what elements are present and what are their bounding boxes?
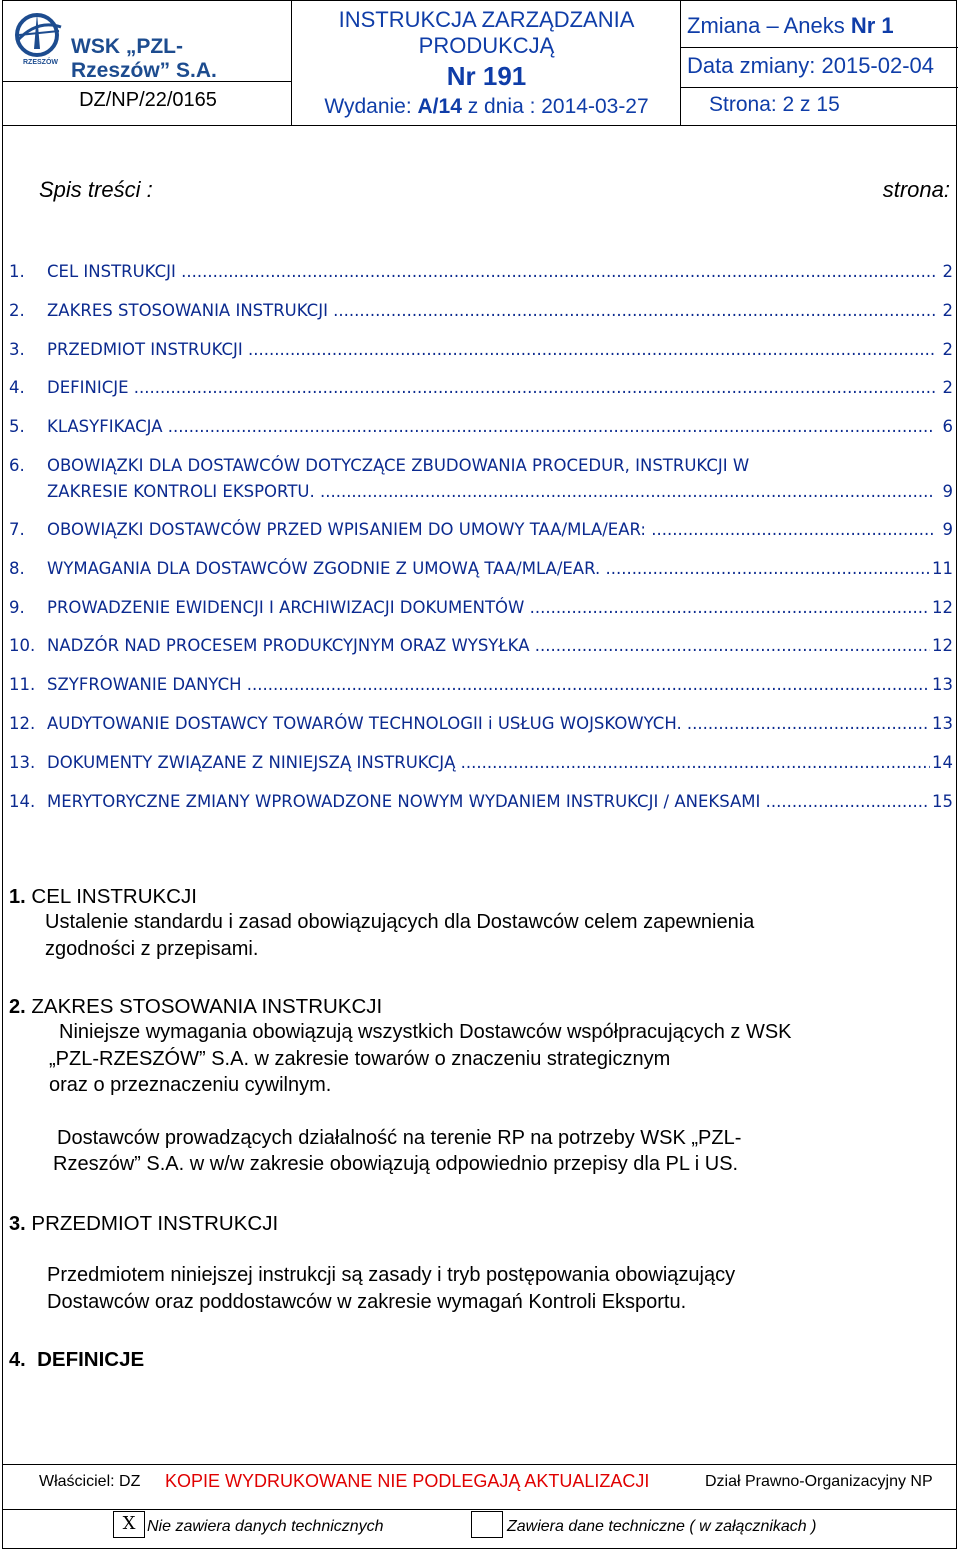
toc-item[interactable] (9, 630, 959, 669)
toc-item-number: 14. (9, 791, 36, 811)
footer-warning: KOPIE WYDRUKOWANE NIE PODLEGAJĄ AKTUALIZACJI (165, 1471, 650, 1491)
technical-data-label: Zawiera dane techniczne ( w załącznikach ) (507, 1518, 817, 1535)
toc-item-title: ZAKRES STOSOWANIA INSTRUKCJI ..... (47, 295, 935, 326)
section-title: ZAKRES STOSOWANIA INSTRUKCJI (31, 995, 383, 1018)
change-label: Zmiana – Aneks (687, 13, 851, 38)
company-logo (9, 9, 279, 82)
document-header (3, 1, 956, 126)
toc-item-page: 2 (941, 334, 954, 365)
no-technical-data-label: Nie zawiera danych technicznych (147, 1518, 384, 1535)
toc-item-page: 2 (941, 372, 954, 403)
section-heading (9, 1348, 939, 1372)
toc-item[interactable] (9, 514, 959, 553)
section-paragraph (49, 1019, 939, 1099)
toc-item-page: 9 (941, 476, 954, 507)
paragraph-line: Niniejsze wymagania obowiązują wszystkich Dostawców współpracujących z WSK (59, 1021, 792, 1043)
toc-item-number: 4. (9, 378, 25, 398)
section-4 (9, 1348, 939, 1372)
section-heading (9, 885, 939, 909)
change-date: Data zmiany: 2015-02-04 (687, 53, 935, 78)
document-page (2, 0, 957, 1549)
section-paragraph (47, 1262, 939, 1315)
toc-item-title: OBOWIĄZKI DOSTAWCÓW PRZED WPISANIEM DO UMOWY TAA/MLA/EAR: ..... (47, 514, 935, 545)
paragraph-line: oraz o przeznaczeniu cywilnym. (49, 1074, 332, 1096)
toc-item[interactable] (9, 411, 959, 450)
toc-item-number: 11. (9, 675, 36, 695)
toc-item-number: 8. (9, 558, 25, 578)
section-number: 3. (9, 1213, 26, 1235)
edition-info (293, 95, 680, 119)
toc-item[interactable] (9, 553, 959, 592)
toc-item-number: 9. (9, 597, 25, 617)
section-paragraph (53, 1125, 939, 1178)
toc-item-number: 7. (9, 519, 25, 539)
section-title: PRZEDMIOT INSTRUKCJI (31, 1212, 279, 1235)
toc-item-number: 13. (9, 752, 36, 772)
toc-item-number: 3. (9, 339, 25, 359)
toc-item-number: 6. (9, 455, 25, 475)
toc-item-page: 2 (941, 256, 954, 287)
toc-item[interactable] (9, 334, 959, 373)
toc-item-title: DOKUMENTY ZWIĄZANE Z NINIEJSZĄ INSTRUKCJĄ ..... (47, 747, 935, 778)
paragraph-line: „PZL-RZESZÓW” S.A. w zakresie towarów o znaczeniu strategicznym (49, 1047, 671, 1070)
section-heading (9, 1212, 939, 1236)
toc-item-number: 1. (9, 262, 25, 281)
edition-code: A/14 (417, 95, 462, 118)
toc-item-page: 13 (930, 708, 953, 739)
document-title (293, 7, 680, 59)
toc-item-title: DEFINICJE ..... (47, 372, 935, 403)
toc-item-title: MERYTORYCZNE ZMIANY WPROWADZONE NOWYM WYDANIEM INSTRUKCJI / ANEKSAMI ..... (47, 786, 935, 817)
paragraph-line: Dostawców prowadzących działalność na terenie RP na potrzeby WSK „PZL- (57, 1126, 742, 1149)
toc-item-page: 2 (941, 295, 954, 326)
toc-heading: Spis treści : (39, 177, 153, 202)
toc-item[interactable] (9, 256, 959, 295)
toc-item[interactable] (9, 295, 959, 334)
edition-prefix: Wydanie: (324, 95, 418, 118)
toc-item-title: KLASYFIKACJA ..... (47, 411, 935, 442)
toc-page-heading: strona: (882, 177, 950, 202)
title-line-2: PRODUKCJĄ (418, 33, 555, 58)
footer-checkbox-row (3, 1509, 956, 1548)
toc-item-title: WYMAGANIA DLA DOSTAWCÓW ZGODNIE Z UMOWĄ TAA/MLA/EAR. ..... (47, 553, 935, 584)
section-number: 4. (9, 1349, 26, 1371)
toc-item[interactable] (9, 450, 959, 514)
document-title-number: Nr 191 (446, 61, 527, 91)
footer-row (3, 1464, 956, 1491)
title-line-1: INSTRUKCJA ZARZĄDZANIA (338, 7, 635, 32)
section-number: 1. (9, 886, 26, 908)
toc-item-number: 12. (9, 713, 36, 733)
paragraph-line: Rzeszów” S.A. w w/w zakresie obowiązują odpowiednio przepisy dla PL i US. (53, 1153, 739, 1175)
toc-item-page: 6 (941, 411, 954, 442)
toc-heading-row (39, 177, 950, 203)
table-of-contents (9, 256, 959, 824)
toc-item[interactable] (9, 708, 959, 747)
page-number: Strona: 2 z 15 (709, 93, 840, 116)
toc-item-title: CEL INSTRUKCJI ..... (47, 256, 935, 287)
document-number: DZ/NP/22/0165 (79, 89, 217, 111)
toc-item-page: 13 (930, 669, 953, 700)
change-info (683, 13, 960, 39)
no-technical-data-checkbox[interactable]: X (113, 1511, 145, 1538)
logo-text: WSK „PZL-Rzeszów” S.A. (71, 35, 217, 82)
toc-item-title: AUDYTOWANIE DOSTAWCY TOWARÓW TECHNOLOGII i USŁUG WOJSKOWYCH. ..... (47, 708, 935, 739)
toc-item[interactable] (9, 669, 959, 708)
paragraph-line: Ustalenie standardu i zasad obowiązujących dla Dostawców celem zapewnienia (45, 911, 755, 933)
paragraph-line: zgodności z przepisami. (45, 937, 259, 960)
section-paragraph (45, 909, 939, 962)
toc-item-page: 15 (930, 786, 953, 817)
toc-item[interactable] (9, 372, 959, 411)
logo-subtext: RZESZÓW (23, 59, 58, 66)
toc-item-title: NADZÓR NAD PROCESEM PRODUKCYJNYM ORAZ WYSYŁKA ..... (47, 630, 935, 661)
section-1 (9, 885, 939, 962)
paragraph-line: Dostawców oraz poddostawców w zakresie wymagań Kontroli Eksportu. (47, 1290, 687, 1313)
toc-item-page: 9 (941, 514, 954, 545)
toc-item-number: 5. (9, 417, 25, 437)
toc-item-page: 14 (930, 747, 953, 778)
footer-owner: Właściciel: DZ (39, 1473, 141, 1490)
footer-department: Dział Prawno-Organizacyjny NP (705, 1473, 933, 1490)
toc-item-number: 10. (9, 636, 36, 656)
toc-item-title: SZYFROWANIE DANYCH ..... (47, 669, 935, 700)
toc-item-title: PRZEDMIOT INSTRUKCJI ..... (47, 334, 935, 365)
section-title: DEFINICJE (37, 1348, 145, 1371)
change-number: Nr 1 (850, 13, 894, 38)
section-2 (9, 995, 939, 1178)
toc-item[interactable] (9, 747, 959, 786)
toc-item-title-line2: ZAKRESIE KONTROLI EKSPORTU. ..... (47, 476, 935, 507)
toc-item-page: 12 (930, 592, 953, 623)
toc-item-page: 12 (930, 630, 953, 661)
section-heading (9, 995, 939, 1019)
edition-date: z dnia : 2014-03-27 (461, 95, 649, 118)
toc-item-title: PROWADZENIE EWIDENCJI I ARCHIWIZACJI DOKUMENTÓW ..... (47, 592, 935, 623)
toc-item-title: OBOWIĄZKI DLA DOSTAWCÓW DOTYCZĄCE ZBUDOWANIA PROCEDUR, INSTRUKCJI W (47, 455, 750, 475)
paragraph-line: Przedmiotem niniejszej instrukcji są zasady i tryb postępowania obowiązujący (47, 1264, 736, 1286)
toc-item-page: 11 (930, 553, 953, 584)
toc-item[interactable] (9, 786, 959, 825)
toc-item[interactable] (9, 592, 959, 631)
section-3 (9, 1212, 939, 1315)
section-number: 2. (9, 996, 26, 1018)
toc-item-number: 2. (9, 300, 25, 320)
technical-data-checkbox[interactable] (471, 1511, 503, 1538)
section-title: CEL INSTRUKCJI (31, 885, 197, 908)
